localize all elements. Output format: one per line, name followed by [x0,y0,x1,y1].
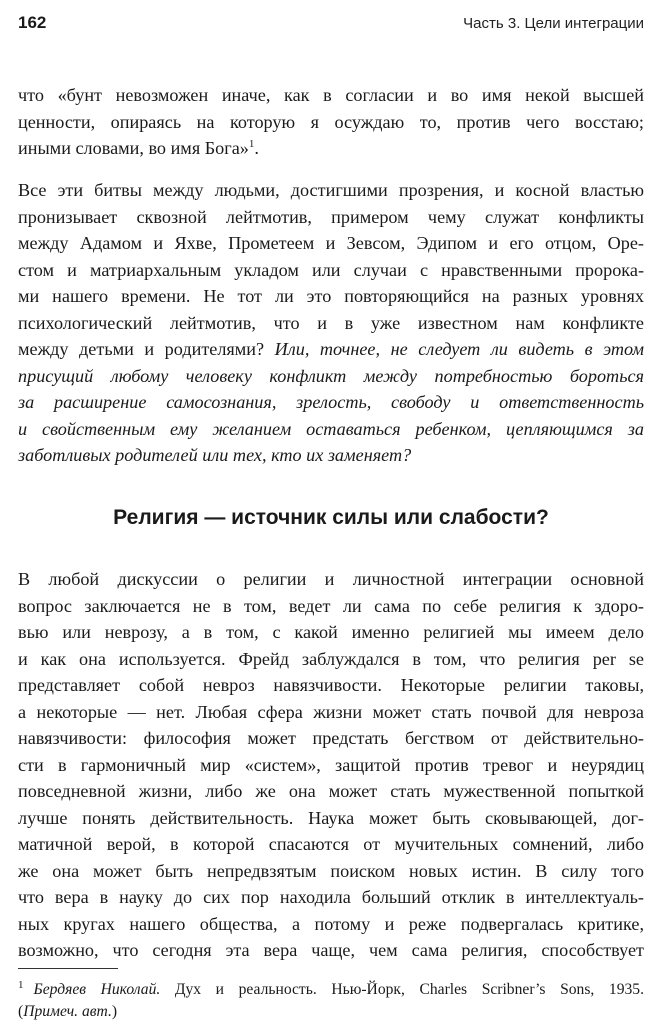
paragraph-1 [18,82,644,162]
text-line: ми нашего времени. Не тот ли это повторяющийся на разных уровнях [18,286,644,306]
page-header [18,10,644,36]
paragraph-2 [18,177,644,469]
text-line: и как она используется. Фрейд заблуждался в том, что религия per se [18,648,644,669]
footnote-text: Дух и реальность. Нью-Йорк, Charles Scribner’s Sons, 1935. [160,981,644,999]
text-line: представляет собой невроз навязчивости. Некоторые религии таковы, [18,675,644,695]
text-line: сти в гармоничный мир «систем», защитой против тревог и неурядиц [18,754,644,775]
text-line: стом и матриархальным укладом или случаи с нравственными пророка- [18,259,644,280]
text-line: Все эти битвы между людьми, достигшими прозрения, и косной властью [18,180,644,200]
text-line: что вера в науку до сих пор находила больший отклик в интеллектуаль- [18,887,644,907]
text-line: ных кругах нашего общества, а потому и реже подвергалась критике, [18,913,644,934]
text-line: же она может быть непредвзятым поиском новых истин. В силу того [18,860,644,881]
footnote-mark: 1 [18,979,24,991]
text-line: повседневной жизни, либо же она может стать мужественной попыткой [18,781,644,801]
footnote [18,974,644,1023]
text-line: вопрос заключается не в том, ведет ли сама по себе религия к здоро- [18,595,644,616]
footnote-ref[interactable]: 1 [248,137,255,150]
text-line-last: иными словами, во имя Бога»$^1$. [18,137,259,158]
footnote-line [18,1001,644,1023]
text-line: навязчивости: философия может предстать бегством от действительно- [18,728,644,748]
footnote-paren: ) [111,1003,118,1021]
text-segment: между детьми и родителями? [18,339,275,359]
text-line [18,336,644,363]
footnote-paren: ( [18,1003,24,1021]
text-line: ценности, опираясь на которую я осуждаю то, против чего восстаю; [18,111,644,132]
text-line: вью или неврозу, а в том, с какой именно религией мы имеем дело [18,622,644,642]
running-head: Часть 3. Цели интеграции [463,14,644,32]
page-number: 162 [18,13,47,32]
section-title: Религия — источник силы или слабости? [113,506,549,529]
italic-line-last: заботливых родителей или тех, кто их заменяет? [18,445,412,465]
footnote-note: Примеч. авт. [23,1003,112,1021]
footnote-divider [18,968,118,969]
text-line: лучше понять действительность. Наука может быть сковывающей, дог- [18,807,644,828]
text-line: матичной верой, в которой спасаются от мучительных сомнений, либо [18,834,644,854]
italic-segment: Или, точнее, не следует ли видеть в этом [274,339,644,359]
text-line: между Адамом и Яхве, Прометеем и Зевсом, Эдипом и его отцом, Оре- [18,233,644,253]
italic-line: присущий любому человеку конфликт между потребностью бороться [18,365,644,386]
text-line: пронизывает сквозной лейтмотив, примером чему служат конфликты [18,206,644,227]
paragraph-3 [18,566,644,964]
text-line: психологический лейтмотив, что и в уже известном нам конфликте [18,312,644,333]
italic-line: за расширение самосознания, зрелость, свободу и ответственность [18,392,644,412]
text-line: что «бунт невозможен иначе, как в согласии и во имя некой высшей [18,85,644,105]
text-segment: иными словами, во имя Бога» [18,138,249,158]
text-line: а некоторые — нет. Любая сфера жизни может стать почвой для невроза [18,701,644,722]
text-line: возможно, что сегодня эта вера чаще, чем сама религия, способствует [18,940,644,960]
italic-line: и свойственным ему желанием оставаться ребенком, цепляющимся за [18,418,644,439]
text-line: В любой дискуссии о религии и личностной интеграции основной [18,569,644,589]
footnote-line [18,974,644,1001]
footnote-author: Бердяев Николай. [33,981,161,999]
